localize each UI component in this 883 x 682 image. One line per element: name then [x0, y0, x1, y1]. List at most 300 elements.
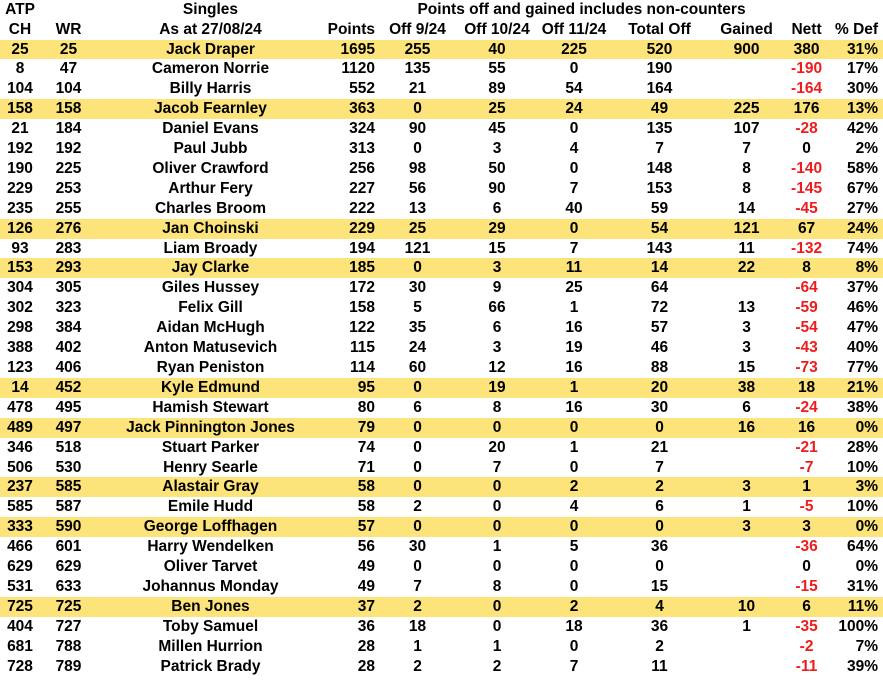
off-10-24-cell: 2: [492, 657, 502, 675]
off-10-24-cell: 0: [492, 498, 502, 516]
wr-cell: 585: [40, 477, 97, 497]
wr-cell: 293: [40, 258, 97, 278]
total-off-cell: 46: [650, 339, 669, 357]
off-11-24-cell: 16: [565, 398, 583, 416]
gained-cell: [710, 577, 783, 597]
total-off-cell: 2: [609, 477, 710, 497]
off-10-24-cell: 3: [492, 140, 502, 158]
wr-cell: 601: [55, 538, 82, 556]
ch-cell: 629: [7, 558, 33, 576]
off-11-24-cell: 0: [569, 637, 579, 655]
off-11-24-cell: 7: [569, 179, 579, 197]
col-header-off-10-24: Off 10/24: [464, 20, 530, 38]
gained-cell: [710, 537, 783, 557]
off-11-24-cell: 1: [569, 299, 579, 317]
nett-cell: -132: [791, 239, 823, 257]
off-9-24-cell: 0: [380, 378, 455, 398]
off-10-24-cell: 40: [455, 40, 539, 60]
player-name: Alastair Gray: [97, 477, 324, 497]
off-9-24-cell: 2: [413, 498, 422, 516]
wr-cell: 406: [55, 359, 82, 376]
player-name: Kyle Edmund: [97, 378, 324, 398]
off-9-24-cell: 5: [413, 299, 422, 317]
off-9-24-cell: 1: [413, 637, 422, 655]
pct-def-cell: 10%: [847, 458, 879, 476]
table-row: [0, 537, 883, 557]
atp-header: ATP: [5, 1, 35, 18]
points-cell: 56: [357, 538, 375, 556]
table-row: [0, 199, 883, 219]
ch-cell: 126: [0, 219, 40, 239]
table-row: [0, 477, 883, 497]
off-11-24-cell: 11: [539, 258, 609, 278]
gained-cell: 3: [742, 319, 751, 337]
col-header-nett: Nett: [791, 20, 822, 38]
gained-cell: 10: [710, 597, 783, 617]
nett-cell: -24: [795, 398, 818, 416]
off-9-24-cell: 30: [408, 538, 427, 556]
total-off-cell: 15: [650, 577, 669, 595]
player-name: Jack Pinnington Jones: [97, 418, 324, 438]
nett-cell: -7: [799, 458, 814, 476]
off-10-24-cell: 1: [492, 637, 502, 655]
points-cell: 49: [357, 577, 375, 595]
off-11-24-cell: 24: [539, 99, 609, 119]
ch-cell: 192: [7, 140, 33, 158]
off-11-24-cell: 2: [539, 597, 609, 617]
gained-cell: [710, 278, 783, 298]
player-name: Jan Choinski: [97, 219, 324, 239]
points-cell: 229: [324, 219, 380, 239]
pct-def-cell: 47%: [847, 319, 879, 337]
player-name: Charles Broom: [154, 199, 267, 217]
gained-cell: 22: [710, 258, 783, 278]
total-off-cell: 20: [609, 378, 710, 398]
points-cell: 28: [357, 657, 375, 675]
ch-cell: 153: [0, 258, 40, 278]
nett-cell: -145: [791, 179, 823, 197]
wr-cell: 789: [55, 657, 82, 675]
ch-cell: 298: [7, 319, 33, 337]
wr-cell: 497: [40, 418, 97, 438]
gained-cell: 121: [710, 219, 783, 239]
off-9-24-cell: 30: [408, 279, 427, 297]
table-row: [0, 278, 883, 298]
table-row: [0, 438, 883, 458]
off-9-24-cell: 0: [380, 418, 455, 438]
off-9-24-cell: 0: [380, 99, 455, 119]
pct-def-cell: 40%: [847, 339, 879, 357]
nett-cell: -15: [795, 577, 818, 595]
points-cell: 58: [357, 498, 375, 516]
total-off-cell: 148: [646, 159, 673, 177]
player-name: Ryan Peniston: [156, 359, 265, 376]
off-11-24-cell: 5: [569, 538, 579, 556]
player-name: Jay Clarke: [97, 258, 324, 278]
wr-cell: 283: [55, 239, 82, 257]
off-11-24-cell: 4: [569, 140, 579, 158]
ch-cell: 190: [7, 159, 33, 177]
off-10-24-cell: 25: [455, 99, 539, 119]
gained-cell: [710, 438, 783, 458]
col-header-total-off: Total Off: [628, 20, 691, 38]
off-11-24-cell: 16: [565, 319, 583, 337]
wr-cell: 495: [55, 398, 82, 416]
pct-def-cell: 67%: [847, 179, 879, 197]
gained-cell: 3: [710, 477, 783, 497]
player-name: Paul Jubb: [173, 140, 248, 158]
table-row: [0, 637, 883, 657]
wr-cell: 518: [55, 438, 82, 456]
off-10-24-cell: 8: [492, 577, 502, 595]
pct-def-cell: 74%: [847, 239, 879, 257]
total-off-cell: 153: [646, 179, 673, 197]
ch-cell: 229: [7, 179, 33, 197]
points-cell: 256: [349, 159, 375, 177]
off-11-24-cell: 0: [539, 517, 609, 537]
off-9-24-cell: 98: [408, 159, 427, 177]
wr-cell: 25: [40, 40, 97, 60]
table-row: [0, 577, 883, 597]
pct-def-cell: 27%: [847, 199, 879, 217]
off-10-24-cell: 0: [455, 418, 539, 438]
off-9-24-cell: 60: [408, 359, 427, 376]
nett-cell: -140: [791, 159, 823, 177]
singles-header: Singles: [182, 1, 239, 18]
off-10-24-cell: 3: [455, 258, 539, 278]
points-cell: 115: [349, 339, 375, 357]
ch-cell: 14: [0, 378, 40, 398]
ch-cell: 333: [0, 517, 40, 537]
off-10-24-cell: 9: [492, 279, 502, 297]
points-cell: 71: [357, 458, 375, 476]
off-10-24-cell: 90: [488, 179, 506, 197]
points-cell: 185: [324, 258, 380, 278]
player-name: Jack Draper: [97, 40, 324, 60]
off-11-24-cell: 225: [539, 40, 609, 60]
nett-cell: -45: [795, 199, 818, 217]
off-10-24-cell: 8: [492, 398, 502, 416]
nett-cell: -28: [795, 120, 818, 138]
total-off-cell: 11: [651, 657, 668, 675]
pct-def-cell: 24%: [830, 219, 883, 239]
ch-cell: 8: [15, 60, 25, 78]
total-off-cell: 0: [609, 517, 710, 537]
points-cell: 363: [324, 99, 380, 119]
table-row: [0, 617, 883, 637]
total-off-cell: 520: [609, 40, 710, 60]
nett-cell: 16: [783, 418, 830, 438]
points-cell: 552: [349, 80, 375, 98]
ch-cell: 25: [0, 40, 40, 60]
wr-cell: 253: [55, 179, 82, 197]
nett-cell: -43: [795, 339, 818, 357]
nett-cell: -73: [795, 359, 818, 376]
player-name: Billy Harris: [169, 80, 252, 98]
off-9-24-cell: 7: [413, 577, 422, 595]
total-off-cell: 64: [650, 279, 669, 297]
table-row: [0, 358, 883, 378]
player-name: Hamish Stewart: [152, 398, 269, 416]
player-name: Emile Hudd: [167, 498, 254, 516]
off-10-24-cell: 20: [488, 438, 506, 456]
off-11-24-cell: 1: [569, 438, 579, 456]
player-name: Johannus Monday: [142, 577, 279, 595]
pct-def-cell: 30%: [847, 80, 879, 98]
player-name: Henry Searle: [163, 458, 258, 476]
nett-cell: -5: [799, 498, 814, 516]
pct-def-cell: 11%: [830, 597, 883, 617]
off-10-24-cell: 7: [492, 458, 502, 476]
nett-cell: -2: [799, 637, 814, 655]
pct-def-cell: 37%: [847, 279, 879, 297]
off-9-24-cell: 90: [408, 120, 427, 138]
table-row: [0, 517, 883, 537]
points-cell: 36: [357, 617, 375, 635]
nett-cell: -21: [795, 438, 818, 456]
table-row: [0, 398, 883, 418]
pct-def-cell: 10%: [847, 498, 879, 516]
off-10-24-cell: 55: [488, 60, 506, 78]
total-off-cell: 30: [650, 398, 669, 416]
table-row: [0, 338, 883, 358]
wr-cell: 530: [55, 458, 82, 476]
ch-cell: 304: [7, 279, 33, 297]
gained-cell: 14: [737, 199, 756, 217]
off-9-24-cell: 0: [380, 477, 455, 497]
off-9-24-cell: 35: [408, 319, 427, 337]
col-header-off-9-24: Off 9/24: [389, 20, 446, 38]
off-11-24-cell: 7: [569, 657, 579, 675]
off-9-24-cell: 0: [380, 517, 455, 537]
player-name: Stuart Parker: [161, 438, 260, 456]
off-10-24-cell: 0: [492, 558, 502, 576]
nett-cell: -64: [795, 279, 818, 297]
total-off-cell: 7: [655, 458, 664, 476]
gained-cell: 16: [710, 418, 783, 438]
off-11-24-cell: 18: [565, 617, 583, 635]
points-cell: 74: [357, 438, 375, 456]
nett-cell: 0: [802, 558, 811, 576]
points-note-header: Points off and gained includes non-counters: [417, 1, 746, 18]
gained-cell: 38: [710, 378, 783, 398]
off-9-24-cell: 2: [380, 597, 455, 617]
gained-cell: 7: [742, 140, 751, 158]
ch-cell: 725: [0, 597, 40, 617]
pct-def-cell: 21%: [830, 378, 883, 398]
off-10-24-cell: 0: [492, 617, 502, 635]
points-cell: 122: [349, 319, 375, 337]
header-row-2: [0, 20, 883, 40]
table-row: [0, 179, 883, 199]
gained-cell: 15: [737, 359, 756, 376]
ch-cell: 478: [7, 398, 33, 416]
off-11-24-cell: 0: [569, 120, 579, 138]
off-9-24-cell: 0: [413, 438, 422, 456]
col-header-gained: Gained: [720, 20, 773, 38]
gained-cell: [710, 458, 783, 478]
ch-cell: 302: [7, 299, 33, 317]
player-name: Ben Jones: [97, 597, 324, 617]
table-row: [0, 139, 883, 159]
ch-cell: 21: [11, 120, 29, 138]
off-11-24-cell: 16: [565, 359, 583, 376]
gained-cell: [710, 59, 783, 79]
player-name: Jacob Fearnley: [97, 99, 324, 119]
pct-def-cell: 13%: [830, 99, 883, 119]
ch-cell: 404: [7, 617, 33, 635]
pct-def-cell: 100%: [838, 617, 879, 635]
points-cell: 79: [324, 418, 380, 438]
off-10-24-cell: 89: [488, 80, 506, 98]
table-row: [0, 497, 883, 517]
wr-cell: 452: [40, 378, 97, 398]
total-off-cell: 0: [655, 558, 664, 576]
points-cell: 313: [349, 140, 375, 158]
total-off-cell: 21: [650, 438, 669, 456]
ch-cell: 123: [7, 359, 33, 376]
off-9-24-cell: 13: [408, 199, 427, 217]
player-name: Giles Hussey: [161, 279, 260, 297]
table-row: [0, 159, 883, 179]
points-cell: 58: [324, 477, 380, 497]
ch-cell: 531: [7, 577, 33, 595]
gained-cell: 8: [742, 179, 751, 197]
pct-def-cell: 17%: [847, 60, 879, 78]
table-row: [0, 239, 883, 259]
off-11-24-cell: 0: [569, 458, 579, 476]
pct-def-cell: 39%: [847, 657, 879, 675]
points-cell: 57: [324, 517, 380, 537]
nett-cell: -54: [795, 319, 818, 337]
player-name: Cameron Norrie: [151, 60, 270, 78]
table-row: [0, 298, 883, 318]
pct-def-cell: 77%: [847, 359, 879, 376]
off-10-24-cell: 6: [492, 319, 502, 337]
nett-cell: -164: [791, 80, 823, 98]
player-name: George Loffhagen: [97, 517, 324, 537]
pct-def-cell: 64%: [847, 538, 879, 556]
total-off-cell: 190: [646, 60, 673, 78]
pct-def-cell: 8%: [830, 258, 883, 278]
points-cell: 194: [349, 239, 375, 257]
gained-cell: 3: [742, 339, 751, 357]
off-10-24-cell: 50: [488, 159, 506, 177]
ch-cell: 466: [7, 538, 33, 556]
gained-cell: 1: [742, 498, 751, 516]
gained-cell: [710, 657, 783, 677]
points-cell: 95: [324, 378, 380, 398]
total-off-cell: 164: [646, 80, 673, 98]
off-9-24-cell: 121: [404, 239, 431, 257]
ch-cell: 235: [7, 199, 33, 217]
table-row: [0, 258, 883, 278]
points-cell: 227: [349, 179, 375, 197]
off-9-24-cell: 18: [408, 617, 427, 635]
nett-cell: 6: [783, 597, 830, 617]
off-10-24-cell: 29: [455, 219, 539, 239]
off-11-24-cell: 25: [565, 279, 583, 297]
total-off-cell: 0: [609, 418, 710, 438]
off-10-24-cell: 66: [488, 299, 506, 317]
pct-def-cell: 0%: [830, 517, 883, 537]
player-rows: [0, 40, 883, 677]
off-10-24-cell: 6: [492, 199, 502, 217]
header-row-1: [0, 0, 883, 20]
off-10-24-cell: 3: [492, 339, 502, 357]
off-10-24-cell: 15: [488, 239, 506, 257]
gained-cell: 3: [710, 517, 783, 537]
gained-cell: 8: [742, 159, 751, 177]
points-cell: 1695: [324, 40, 380, 60]
total-off-cell: 36: [650, 617, 669, 635]
wr-cell: 323: [55, 299, 82, 317]
off-9-24-cell: 0: [413, 140, 422, 158]
wr-cell: 276: [40, 219, 97, 239]
off-9-24-cell: 21: [408, 80, 427, 98]
wr-cell: 225: [55, 159, 82, 177]
wr-cell: 727: [55, 617, 82, 635]
off-11-24-cell: 54: [565, 80, 583, 98]
off-11-24-cell: 4: [569, 498, 579, 516]
pct-def-cell: 3%: [830, 477, 883, 497]
wr-cell: 788: [55, 637, 82, 655]
col-header-points: Points: [327, 20, 375, 38]
col-header-ch: CH: [8, 20, 32, 38]
total-off-cell: 57: [650, 319, 669, 337]
gained-cell: [710, 557, 783, 577]
pct-def-cell: 58%: [847, 159, 879, 177]
wr-cell: 590: [40, 517, 97, 537]
table-row: [0, 378, 883, 398]
off-9-24-cell: 24: [408, 339, 427, 357]
total-off-cell: 59: [650, 199, 669, 217]
ch-cell: 346: [7, 438, 33, 456]
player-name: Anton Matusevich: [143, 339, 278, 357]
player-name: Felix Gill: [178, 299, 243, 317]
gained-cell: 107: [733, 120, 760, 138]
total-off-cell: 143: [646, 239, 673, 257]
table-row: [0, 418, 883, 438]
total-off-cell: 54: [609, 219, 710, 239]
pct-def-cell: 31%: [830, 40, 883, 60]
table-row: [0, 219, 883, 239]
player-name: Toby Samuel: [162, 617, 259, 635]
pct-def-cell: 7%: [855, 637, 879, 655]
off-9-24-cell: 135: [404, 60, 431, 78]
player-name: Patrick Brady: [160, 657, 261, 675]
off-9-24-cell: 0: [413, 558, 422, 576]
pct-def-cell: 38%: [847, 398, 879, 416]
off-11-24-cell: 0: [569, 577, 579, 595]
nett-cell: -11: [795, 657, 818, 675]
wr-cell: 633: [55, 577, 82, 595]
table-row: [0, 597, 883, 617]
points-cell: 1120: [341, 60, 375, 78]
total-off-cell: 6: [655, 498, 664, 516]
points-cell: 49: [357, 558, 375, 576]
nett-cell: -35: [795, 617, 818, 635]
points-cell: 28: [357, 637, 375, 655]
ch-cell: 585: [7, 498, 33, 516]
col-header-as-at: As at 27/08/24: [159, 20, 262, 38]
total-off-cell: 36: [650, 538, 669, 556]
wr-cell: 725: [40, 597, 97, 617]
player-name: Harry Wendelken: [147, 538, 274, 556]
points-cell: 172: [349, 279, 375, 297]
ch-cell: 388: [7, 339, 33, 357]
ch-cell: 237: [0, 477, 40, 497]
